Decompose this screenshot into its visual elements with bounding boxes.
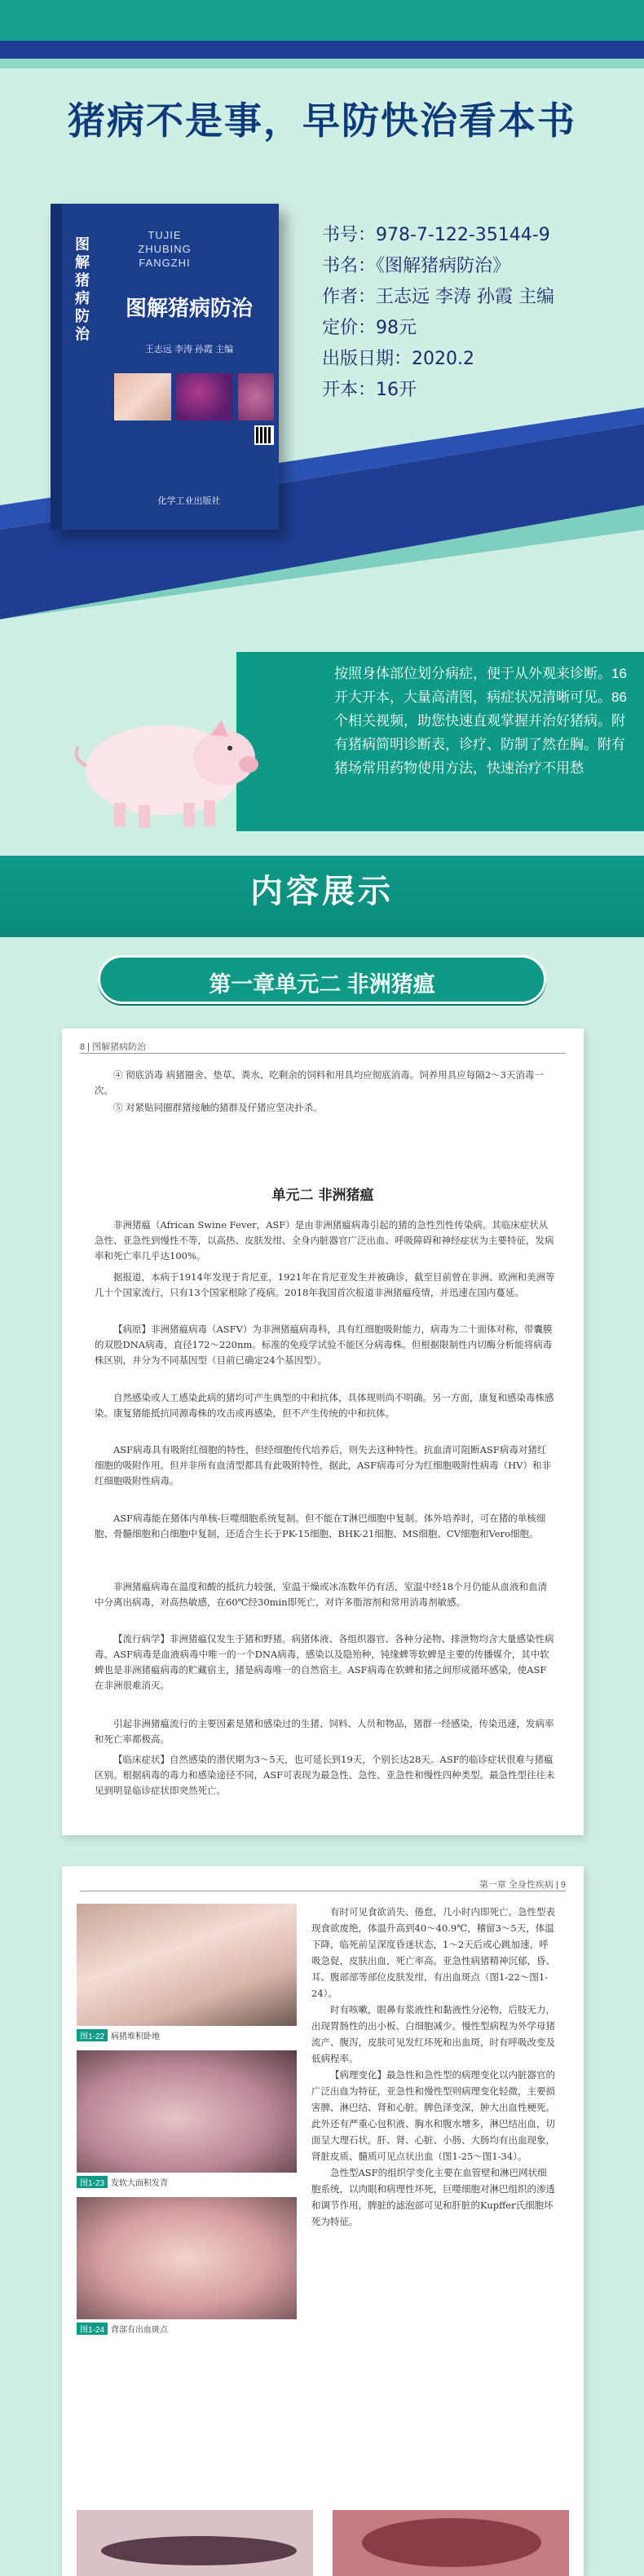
- book-info: [322, 220, 632, 406]
- cover-photo-cells: [238, 373, 274, 421]
- page-header: 8 | 图解猪病防治: [80, 1042, 147, 1052]
- figure-number: 图1-24: [77, 2323, 108, 2335]
- cover-qr-code: [254, 425, 274, 445]
- page-paragraph: 引起非洲猪瘟流行的主要因素是猪和感染过的生猪、饲料、人员和物品，猪群一经感染，传染迅速，发病率和死亡率都极高。: [95, 1718, 554, 1745]
- info-isbn: 书号：978-7-122-35144-9: [322, 225, 550, 245]
- page-header-rule: [80, 1053, 566, 1054]
- page-paragraph: 【临床症状】自然感染的潜伏期为3～5天，也可延长到19天，个别长达28天。ASF的临诊症状很难与猪瘟区别。根据病毒的毒力和感染途径不同，ASF可表现为最急性、急性、亚急性和慢性四种类型。最急性型往往未见到明显临诊症状即突然死亡。: [95, 1754, 555, 1796]
- page-paragraph: ASF病毒能在猪体内单核-巨噬细胞系统复制。但不能在T淋巴细胞中复制。体外培养时，可在猪的单核细胞、骨髓细胞和白细胞中复制，还适合生长于PK-15细胞、BHK-21细胞、MS细胞、CV细胞和Vero细胞。: [95, 1513, 546, 1539]
- top-stripe-blue: [0, 41, 644, 59]
- figure: [77, 1904, 297, 2041]
- info-price: 定价：98元: [322, 318, 417, 338]
- figure: [77, 2050, 297, 2188]
- figure-number: 图1-22: [77, 2029, 108, 2041]
- page-paragraph: ⑤ 对紧贴同圈群猪接触的猪群及仔猪应坚决扑杀。: [113, 1102, 323, 1113]
- page-paragraph: ASF病毒具有吸附红细胞的特性，但经细胞传代培养后，则失去这种特性。抗血清可阻断ASF病毒对猪红细胞的吸附作用。但并非所有血清型都具有此吸附特性，据此，ASF病毒可分为红细胞吸附性病毒（HV）和非红细胞吸附性病毒。: [95, 1444, 551, 1486]
- figure-caption: [77, 2029, 297, 2041]
- page-paragraph: 自然感染或人工感染此病的猪均可产生典型的中和抗体，具体规则尚不明确。另一方面，康复和感染毒株感染。康复猪能抵抗同源毒株的攻击或再感染，但不产生传统的中和抗体。: [95, 1392, 554, 1419]
- figure-image: [77, 1904, 297, 2026]
- cover-photo-pigs: [114, 373, 171, 421]
- cover-title: 图解猪病防治: [125, 297, 253, 321]
- book-page-9: [62, 1866, 584, 2576]
- figure-caption-text: 病猪堆积卧地: [111, 2032, 161, 2041]
- page-header: 第一章 全身性疾病 | 9: [479, 1880, 566, 1890]
- page-paragraph: 急性型ASF的组织学变化主要在血管壁和淋巴网状细胞系统，以肉眼和病理性坏死，巨噬细胞对淋巴组织的渗透和调节作用，脾脏的滤泡部可见和肝脏的Kupffer氏细胞坏死为特征。: [311, 2167, 555, 2227]
- page-paragraph: ④ 彻底消毒 病猪圈舍、垫草、粪水、吃剩余的饲料和用具均应彻底消毒。饲养用具应每隔2～3天消毒一次。: [95, 1069, 544, 1096]
- page-paragraph: 【病理变化】最急性和急性型的病理变化以内脏器官的广泛出血为特征，亚急性和慢性型则病理变化轻微，主要损害脾、淋巴结、肾和心脏。脾色泽变深，肿大出血性梗死。此外还有严重心包积液、胸水和腹水增多，淋巴结出血，切面呈大理石状，肝、肾、心脏、小肠、大肠均有出血现象，肾脏皮质、髓质可见点状出血（图1-25～图1-34）。: [311, 2069, 555, 2162]
- cover-vertical-title: 图解猪病防治: [75, 236, 90, 343]
- top-stripe-light: [0, 59, 644, 68]
- page-paragraph: 【病原】非洲猪瘟病毒（ASFV）为非洲猪瘟病毒科，具有红细胞吸附能力，病毒为二十面体对称，带囊膜的双股DNA病毒，直径172～220nm。标准的免疫学试验不能区分病毒株。但根据限制性内切酶分析能将病毒株区别，并分为不同基因型（目前已确定24个基因型）。: [95, 1323, 553, 1366]
- figure-caption-text: 背部有出血斑点: [111, 2326, 169, 2335]
- figure-caption-text: 发软大面积发青: [111, 2179, 169, 2188]
- figure-number: 图1-23: [77, 2176, 108, 2188]
- info-name: 书名：《图解猪病防治》: [322, 256, 511, 276]
- figure-image: [77, 2197, 297, 2319]
- cover-pinyin-line: TUJIE: [148, 229, 182, 241]
- figure-caption: [77, 2176, 297, 2188]
- book-page-8: [62, 1028, 584, 1835]
- cover-pinyin-line: FANGZHI: [139, 257, 191, 269]
- page-paragraph: 【流行病学】非洲猪瘟仅发生于猪和野猪。病猪体液、各组织器官、各种分泌物、排泄物均含大量感染性病毒。ASF病毒是血液病毒中唯一的一个DNA病毒，感染以及隐殆种，钝缘蜱等软蜱是主要的传播媒介，其中软蜱也是非洲猪瘟病毒的贮藏宿主，猪是病毒唯一的自然宿主。ASF病毒在软蜱和猪之间形成循环感染，使ASF在非洲很难消灭。: [95, 1633, 554, 1691]
- page-paragraph: 有时可见食欲消失、倦怠，几小时内即死亡。急性型表现食欲废绝，体温升高到40～40.9℃，稽留3～5天，体温下降，临死前呈深度昏迷状态，1～2天后或心跳加速，呼吸急促，皮肤出血，死亡率高。亚急性病猪精神沉郁，昏、耳、腹部部等部位皮肤发绀，有出血斑点（图1-22～图1-24）。: [311, 1906, 555, 1999]
- info-format: 开本：16开: [322, 380, 417, 400]
- pig-illustration: [41, 693, 261, 831]
- cover-publisher: 化学工业出版社: [157, 496, 221, 506]
- book-cover: [51, 204, 279, 530]
- top-stripe-teal: [0, 0, 644, 41]
- cover-editors: 王志远 李涛 孙霞 主编: [144, 345, 234, 354]
- unit-title: 单元二 非洲猪瘟: [271, 1187, 374, 1204]
- figure: [77, 2197, 297, 2335]
- figure-image: [77, 2050, 297, 2173]
- content-title: 内容展示: [250, 873, 394, 910]
- page-paragraph: 非洲猪瘟病毒在温度和酸的抵抗力较强，室温干燥或冰冻数年仍有活，室温中经18个月仍能从血液和血清中分离出病毒，对高热敏感，在60℃经30min即死亡，对许多脂溶剂和常用消毒剂敏感。: [95, 1581, 548, 1608]
- page-paragraph: 非洲猪瘟（African Swine Fever，ASF）是由非洲猪瘟病毒引起的猪的急性烈性传染病。其临床症状从急性、亚急性到慢性不等，以高热、皮肤发绀、全身内脏器官广泛出血、呼吸障碍和神经症状为主要特征，发病率和死亡率几乎达100%。: [95, 1219, 554, 1262]
- page-paragraph: 时有咳嗽，眼鼻有浆液性和黏液性分泌物，后肢无力，出现胃肠性的出小板、白细胞减少。慢性型病程为外学母猪流产、腹泻，皮肤可见发红坏死和出血斑，时有呼吸改变及低病程率。: [311, 2004, 555, 2064]
- figure-caption: [77, 2323, 297, 2335]
- text-column: [311, 1904, 556, 2230]
- page-paragraph: 据报道，本病于1914年发现于肯尼亚，1921年在肯尼亚发生并被确诊，截至目前曾在非洲、欧洲和美洲等几十个国家流行，只有13个国家根除了疫病。2018年我国首次报道非洲猪瘟疫情，并迅速在国内蔓延。: [95, 1271, 555, 1298]
- cover-photo-tissue: [176, 373, 233, 421]
- info-authors: 作者：王志远 李涛 孙霞 主编: [322, 287, 554, 307]
- headline: 猪病不是事，早防快治看本书: [68, 99, 576, 143]
- bottom-photo-strip: [77, 2510, 569, 2576]
- info-date: 出版日期：2020.2: [322, 349, 474, 369]
- cover-pinyin-line: ZHUBING: [138, 243, 192, 255]
- chapter-label: 第一章单元二 非洲猪瘟: [209, 972, 435, 997]
- description-text: 按照身体部位划分病症，便于从外观来诊断。16开大开本，大量高清图，病症状况清晰可见。86个相关视频，助您快速直观掌握并治好猪病。附有猪病简明诊断表，诊疗、防制了然在胸。附有猪场常用药物使用方法，快速治疗不用愁: [334, 666, 627, 776]
